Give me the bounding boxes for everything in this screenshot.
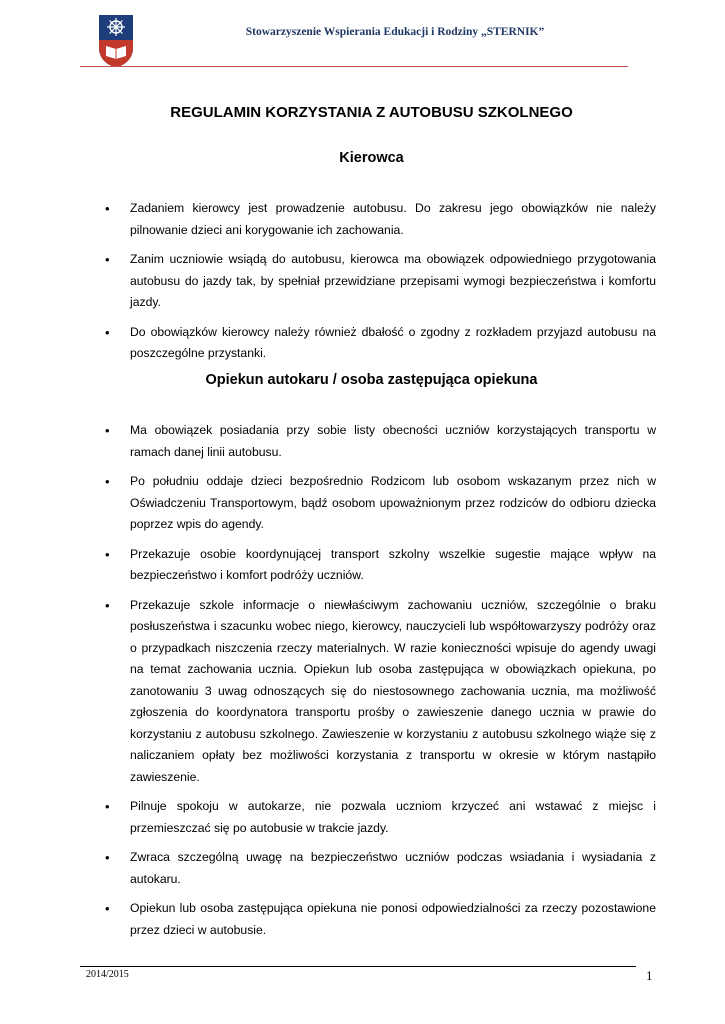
list-item [105, 322, 656, 365]
section-heading-kierowca: Kierowca [339, 150, 404, 166]
bullet: • [105, 546, 110, 562]
list-item-text: Zanim uczniowie wsiądą do autobusu, kierowca ma obowiązek odpowiedniego przygotowania autobusu do jazdy tak, by spełniał przewidziane przepisami wymogi bezpieczeństwa i komfortu jazdy. [130, 252, 656, 309]
list-item [105, 544, 656, 587]
footer-divider [80, 966, 636, 967]
bullet: • [105, 252, 110, 267]
sternik-shield-logo-icon [98, 14, 134, 68]
list-item [105, 847, 656, 890]
bullet: • [105, 901, 110, 916]
list-item [105, 249, 656, 314]
list-item-text: Po południu oddaje dzieci bezpośrednio Rodzicom lub osobom wskazanym przez nich w Oświadczeniu Transportowym, bądź osobom upoważnionym przez rodziców do odbioru dziecka poprzez wpis do agendy. [130, 474, 656, 531]
kierowca-list [105, 198, 656, 373]
page-header [0, 0, 725, 68]
list-item [105, 471, 656, 536]
opiekun-list [105, 420, 656, 949]
list-item-text: Zwraca szczególną uwagę na bezpieczeństwo uczniów podczas wsiadania i wysiadania z autokaru. [130, 850, 656, 886]
list-item-text: Zadaniem kierowcy jest prowadzenie autobusu. Do zakresu jego obowiązków nie należy pilnowanie dzieci ani korygowanie ich zachowania. [130, 201, 656, 237]
organization-name: Stowarzyszenie Wspierania Edukacji i Rodziny „STERNIK” [245, 26, 545, 38]
list-item-text: Opiekun lub osoba zastępująca opiekuna nie ponosi odpowiedzialności za rzeczy pozostawione przez dzieci w autobusie. [130, 901, 656, 937]
bullet: • [105, 201, 110, 216]
bullet: • [105, 799, 110, 814]
bullet: • [105, 423, 110, 438]
header-divider [80, 66, 628, 67]
list-item-text: Przekazuje osobie koordynującej transport szkolny wszelkie sugestie mające wpływ na bezpieczeństwo i komfort podróży uczniów. [130, 546, 656, 582]
list-item [105, 898, 656, 941]
bullet: • [105, 597, 110, 613]
document-title: REGULAMIN KORZYSTANIA Z AUTOBUSU SZKOLNEGO [170, 104, 573, 121]
list-item-text: Przekazuje szkole informacje o niewłaściwym zachowaniu uczniów, szczególnie o braku posłuszeństwa i szacunku wobec niego, kierowcy, nauczycieli lub współtowarzyszy podróży oraz o przypadkach niszczenia rzeczy materialnych. W razie konieczności wpisuje do agendy uwagi na temat zachowania ucznia. Opiekun lub osoba zastępująca w obowiązkach opiekuna, po zanotowaniu 3 uwag odnoszących się do niestosownego zachowania ucznia, ma możliwość zgłoszenia do koordynatora transportu prośby o zawieszenie danego ucznia w prawie do korzystaniu z autobusu szkolnego. Zawieszenie w korzystaniu z autobusu szkolnego wiąże się z naliczaniem opłaty bez możliwości korzystania z transportu w okresie w którym nastąpiło zawieszenie. [130, 597, 656, 784]
list-item [105, 796, 656, 839]
list-item [105, 595, 656, 789]
list-item-text: Pilnuje spokoju w autokarze, nie pozwala uczniom krzyczeć ani wstawać z miejsc i przemieszczać się po autobusie w trakcie jazdy. [130, 799, 656, 835]
page-number: 1 [646, 968, 653, 983]
bullet: • [105, 850, 110, 865]
bullet: • [105, 324, 110, 340]
list-item [105, 420, 656, 463]
bullet: • [105, 474, 110, 489]
list-item-text: Do obowiązków kierowcy należy również dbałość o zgodny z rozkładem przyjazd autobusu na poszczególne przystanki. [130, 324, 656, 360]
footer-year: 2014/2015 [86, 969, 129, 980]
list-item [105, 198, 656, 241]
list-item-text: Ma obowiązek posiadania przy sobie listy obecności uczniów korzystających transportu w ramach danej linii autobusu. [130, 423, 656, 459]
section-heading-opiekun: Opiekun autokaru / osoba zastępująca opiekuna [205, 372, 538, 388]
